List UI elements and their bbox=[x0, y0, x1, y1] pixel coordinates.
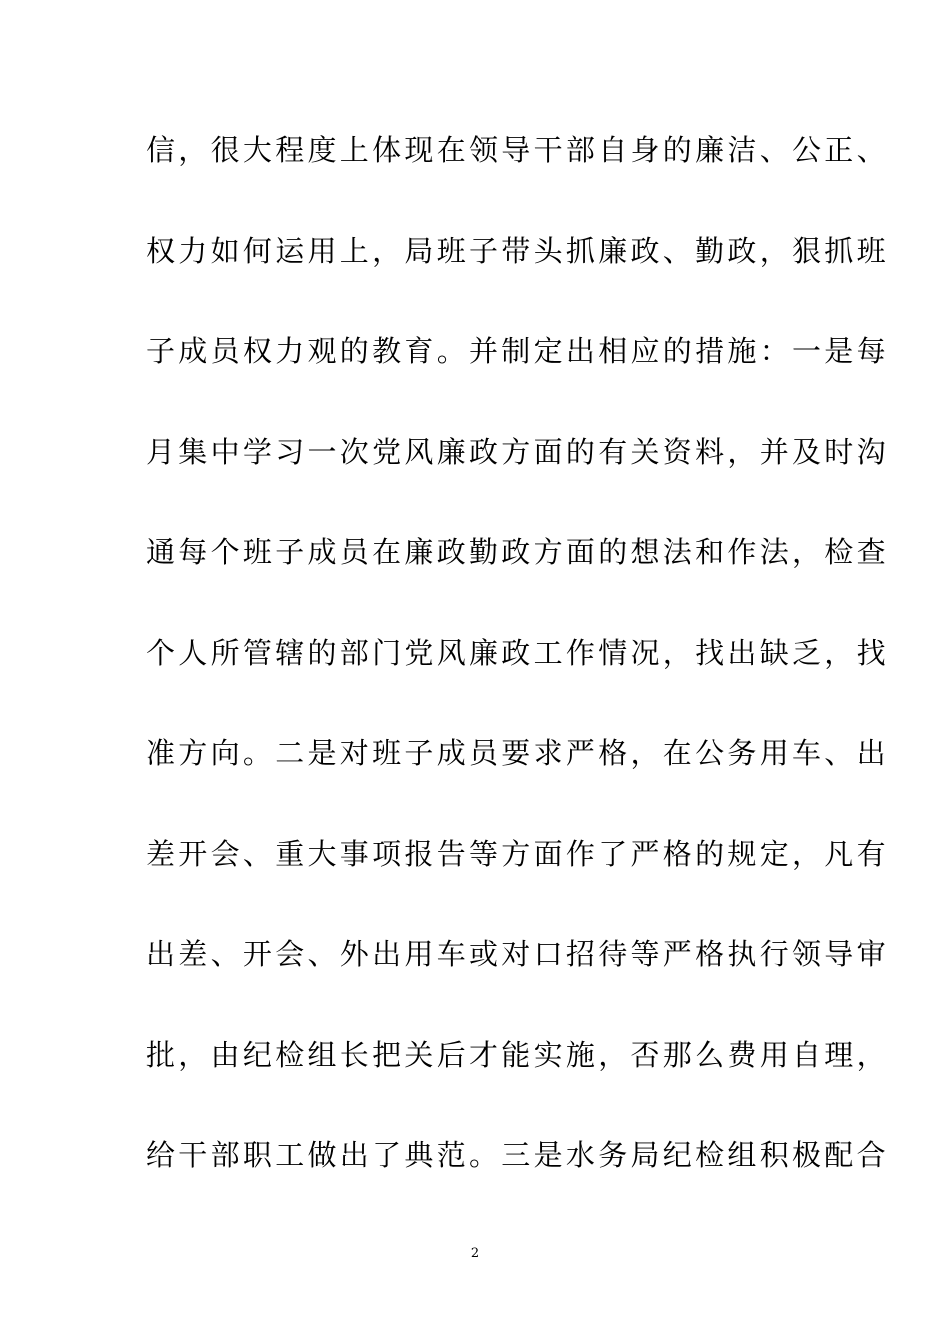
text-line: 出差、开会、外出用车或对口招待等严格执行领导审 bbox=[146, 937, 889, 971]
text-line: 信，很大程度上体现在领导干部自身的廉洁、公正、 bbox=[146, 133, 889, 167]
body-text bbox=[146, 122, 889, 1228]
text-line: 子成员权力观的教育。并制定出相应的措施：一是每 bbox=[146, 334, 889, 368]
text-line: 给干部职工做出了典范。三是水务局纪检组积极配合 bbox=[146, 1138, 889, 1172]
text-line: 通每个班子成员在廉政勤政方面的想法和作法，检查 bbox=[146, 535, 889, 569]
text-line: 批，由纪检组长把关后才能实施，否那么费用自理， bbox=[146, 1037, 889, 1072]
page-number: 2 bbox=[470, 1246, 480, 1261]
text-line: 个人所管辖的部门党风廉政工作情况，找出缺乏，找 bbox=[146, 635, 889, 670]
text-line: 差开会、重大事项报告等方面作了严格的规定，凡有 bbox=[146, 836, 889, 871]
text-line: 月集中学习一次党风廉政方面的有关资料，并及时沟 bbox=[146, 434, 889, 469]
text-line: 权力如何运用上，局班子带头抓廉政、勤政，狠抓班 bbox=[146, 233, 889, 268]
text-line: 准方向。二是对班子成员要求严格，在公务用车、出 bbox=[146, 736, 889, 770]
